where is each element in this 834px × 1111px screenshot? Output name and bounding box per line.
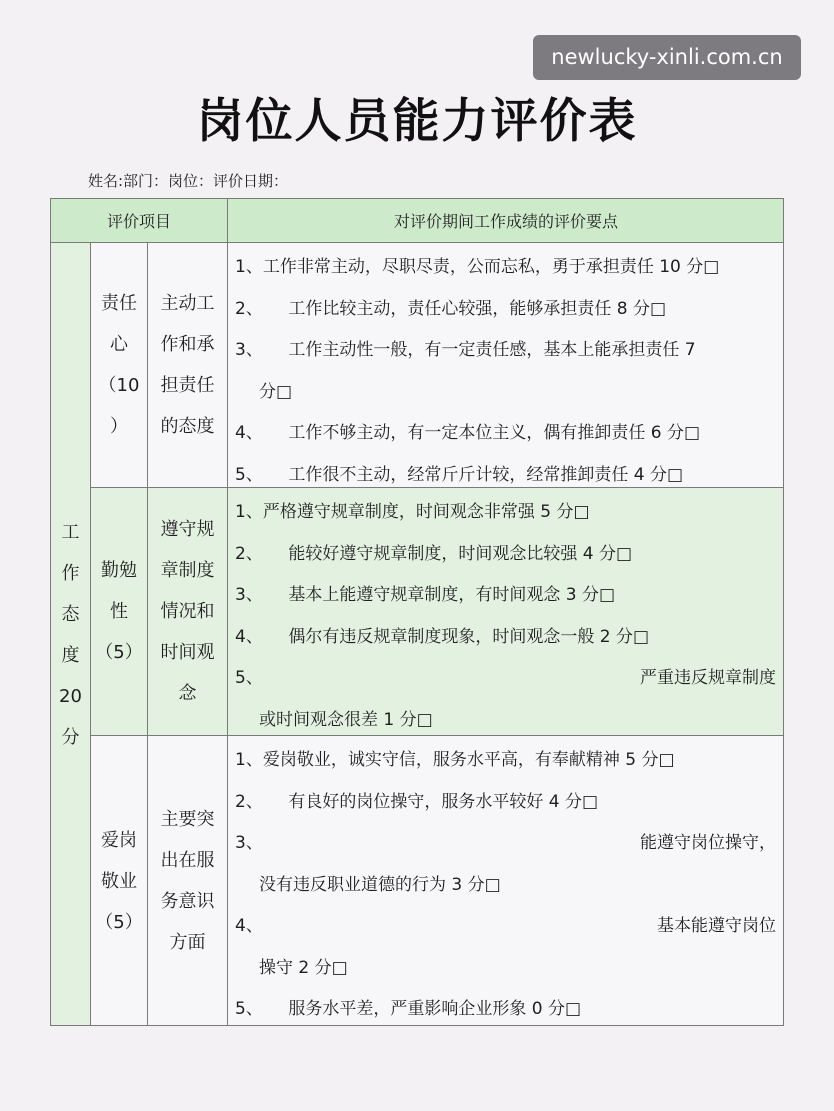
section-aspect-line: 方面 — [169, 932, 206, 953]
section-name-dedication — [90, 735, 147, 1026]
criteria-line: 4、 偶尔有违反规章制度现象，时间观念一般 2 分□ — [235, 626, 650, 647]
section-aspect-line: 的态度 — [160, 416, 215, 437]
criteria-line: 2、 工作比较主动，责任心较强，能够承担责任 8 分□ — [235, 298, 667, 319]
section-name-line: 敬业 — [101, 870, 137, 892]
section-aspect-line: 主动工 — [160, 293, 215, 314]
section-name-line: 性 — [110, 601, 128, 622]
criteria-line: 或时间观念很差 1 分□ — [259, 709, 433, 730]
evaluation-table — [50, 198, 784, 1026]
category-char: 分 — [61, 726, 80, 748]
header-criteria-label: 对评价期间工作成绩的评价要点 — [393, 212, 618, 231]
section-aspect-line: 担责任 — [160, 375, 215, 396]
watermark: newlucky-xinli.com.cn — [533, 35, 801, 80]
criteria-line: 没有违反职业道德的行为 3 分□ — [259, 874, 501, 895]
criteria-line: 4、 工作不够主动，有一定本位主义，偶有推卸责任 6 分□ — [235, 423, 701, 443]
criteria-line: 2、 有良好的岗位操守，服务水平较好 4 分□ — [235, 791, 599, 812]
category-char: 工 — [61, 521, 80, 543]
criteria-line: 4、 — [235, 916, 263, 936]
info-line: 姓名:部门：岗位：评价日期： — [88, 172, 289, 190]
section-criteria-diligence — [227, 487, 784, 735]
section-name-line: （5） — [95, 911, 143, 933]
section-aspect-line: 情况和 — [160, 601, 215, 622]
section-name-line: （5） — [95, 642, 143, 663]
section-name-line: 心 — [110, 334, 128, 355]
category-char: 度 — [61, 644, 80, 666]
section-name-line: ） — [110, 416, 128, 437]
criteria-line: 基本能遵守岗位 — [657, 916, 776, 936]
section-aspect-line: 主要突 — [160, 809, 215, 830]
header-item-label: 评价项目 — [106, 212, 171, 231]
criteria-line: 1、工作非常主动，尽职尽责，公而忘私，勇于承担责任 10 分□ — [235, 257, 720, 277]
section-name-responsibility — [90, 242, 147, 487]
criteria-line: 能遵守岗位操守， — [640, 833, 776, 853]
page-title: 岗位人员能力评价表 — [196, 94, 638, 149]
section-aspect-line: 作和承 — [160, 334, 215, 355]
header-item — [50, 198, 227, 242]
section-name-line: 责任 — [101, 293, 137, 314]
section-aspect-line: 务意识 — [160, 891, 215, 912]
criteria-line: 5、 服务水平差，严重影响企业形象 0 分□ — [235, 999, 582, 1019]
section-aspect-dedication — [147, 735, 227, 1026]
header-criteria — [227, 198, 784, 242]
criteria-line-split — [235, 906, 776, 948]
category-char: 作 — [61, 562, 80, 584]
category-char: 20 — [59, 685, 82, 707]
criteria-line: 严重违反规章制度 — [640, 668, 776, 688]
criteria-line: 3、 — [235, 833, 263, 853]
section-name-diligence — [90, 487, 147, 735]
section-aspect-line: 出在服 — [160, 850, 215, 871]
section-aspect-line: 遵守规 — [160, 519, 215, 540]
criteria-line: 1、爱岗敬业，诚实守信，服务水平高，有奉献精神 5 分□ — [235, 750, 675, 770]
criteria-line: 3、 基本上能遵守规章制度，有时间观念 3 分□ — [235, 585, 616, 605]
section-criteria-dedication — [227, 735, 784, 1026]
category-cell — [50, 242, 90, 1026]
criteria-line: 分□ — [259, 381, 293, 402]
section-aspect-line: 章制度 — [160, 560, 215, 581]
criteria-line: 5、 工作很不主动，经常斤斤计较，经常推卸责任 4 分□ — [235, 464, 684, 485]
criteria-line: 1、严格遵守规章制度，时间观念非常强 5 分□ — [235, 502, 590, 522]
table-border-bottom — [50, 1025, 784, 1026]
criteria-line: 3、 工作主动性一般，有一定责任感，基本上能承担责任 7 — [235, 340, 696, 360]
section-name-line: 爱岗 — [101, 829, 137, 851]
section-name-line: 勤勉 — [101, 560, 137, 581]
section-criteria-responsibility — [227, 242, 784, 487]
section-aspect-line: 时间观 — [160, 642, 215, 663]
section-aspect-responsibility — [147, 242, 227, 487]
criteria-line-split — [235, 823, 776, 865]
category-char: 态 — [61, 603, 80, 625]
criteria-line: 2、 能较好遵守规章制度，时间观念比较强 4 分□ — [235, 543, 633, 564]
criteria-line: 操守 2 分□ — [259, 957, 348, 978]
section-name-line: （10 — [98, 375, 140, 396]
section-aspect-diligence — [147, 487, 227, 735]
table-border-right — [783, 198, 784, 1026]
criteria-line: 5、 — [235, 668, 263, 688]
criteria-line-split — [235, 658, 776, 700]
section-aspect-line: 念 — [178, 683, 197, 704]
